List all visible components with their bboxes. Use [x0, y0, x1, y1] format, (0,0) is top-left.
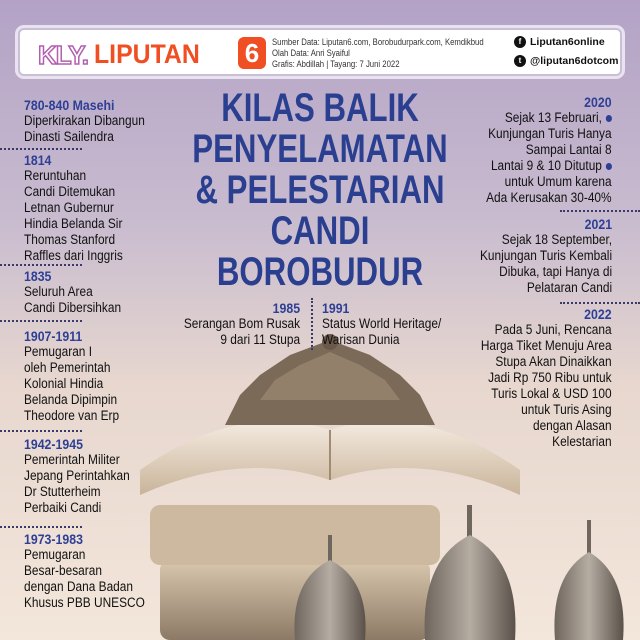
stupa-right: [554, 520, 623, 640]
timeline-entry-2021: [480, 216, 612, 296]
timeline-entry-2020: [487, 94, 612, 206]
entry-text: Candi Ditemukan: [24, 184, 116, 199]
entry-text: Pemugaran: [24, 547, 86, 562]
entry-text: Kolonial Hindia: [24, 376, 104, 391]
entry-text: Raffles dari Inggris: [24, 248, 123, 263]
entry-text: Dibuka, tapi Hanya di: [499, 264, 612, 279]
entry-text: Sejak 18 September,: [501, 232, 612, 247]
title-line: & PELESTARIAN: [195, 168, 445, 212]
entry-text: Dinasti Sailendra: [24, 129, 114, 144]
twitter-handle[interactable]: [514, 55, 618, 67]
entry-text: dengan Dana Badan: [24, 579, 134, 594]
bullet-icon: [606, 115, 612, 122]
entry-text: Pemugaran I: [24, 344, 93, 359]
bullet-icon: [606, 163, 612, 170]
entry-text: 9 dari 11 Stupa: [220, 332, 300, 347]
entry-text: Serangan Bom Rusak: [183, 316, 300, 331]
credits: [272, 37, 484, 70]
timeline-entry-1991: [322, 300, 441, 348]
entry-year: 1814: [24, 152, 52, 168]
facebook-icon: f: [514, 36, 526, 48]
entry-text: Perbaiki Candi: [24, 500, 102, 515]
credit-data: Olah Data: Anri Syaiful: [272, 48, 350, 58]
entry-text: Hindia Belanda Sir: [24, 216, 123, 231]
dotted-separator: [0, 430, 82, 432]
timeline-entry-1985: [184, 300, 300, 348]
entry-text: Lantai 9 & 10 Ditutup: [487, 158, 612, 174]
timeline-entry-2022: [481, 306, 612, 450]
liputan-6-logo: 6: [238, 37, 266, 69]
entry-text: Pemerintah Militer: [24, 452, 120, 467]
entry-year: 2020: [584, 94, 612, 110]
entry-text: Jepang Perintahkan: [24, 468, 130, 483]
entry-text: Kelestarian: [552, 434, 612, 449]
entry-text: dengan Alasan: [533, 418, 612, 433]
dotted-separator: [560, 210, 640, 212]
entry-text: oleh Pemerintah: [24, 360, 111, 375]
dotted-separator: [560, 302, 640, 304]
entry-text: Harga Tiket Menuju Area: [481, 338, 612, 353]
header-banner: [18, 28, 622, 76]
timeline-entry-1973-1983: [24, 531, 145, 611]
title-line: PENYELAMATAN: [192, 127, 448, 171]
entry-text: Letnan Gubernur: [24, 200, 114, 215]
liputan-logo: LIPUTAN: [94, 39, 200, 69]
entry-text: Ada Kerusakan 30-40%: [486, 190, 612, 205]
entry-year: 2021: [584, 216, 612, 232]
page-title: [187, 88, 452, 293]
credit-graphic: Grafis: Abdillah | Tayang: 7 Juni 2022: [272, 59, 400, 69]
entry-text: Jadi Rp 750 Ribu untuk: [488, 370, 612, 385]
entry-text: Sejak 13 Februari,: [487, 110, 612, 126]
dotted-separator: [0, 526, 82, 528]
entry-text: Belanda Dipimpin: [24, 392, 118, 407]
entry-text: Pelataran Candi: [526, 280, 612, 295]
kly-logo: KLY.: [38, 40, 88, 70]
facebook-handle[interactable]: [514, 36, 605, 48]
entry-year: 1985: [272, 300, 300, 316]
title-line: KILAS BALIK: [221, 86, 419, 130]
entry-text: Besar-besaran: [24, 563, 102, 578]
timeline-entry-1814: [24, 152, 123, 264]
entry-year: 1907-1911: [24, 328, 83, 344]
entry-year: 2022: [584, 306, 612, 322]
timeline-entry-1942-1945: [24, 436, 130, 516]
entry-text: Reruntuhan: [24, 168, 87, 183]
entry-text: Kunjungan Turis Kembali: [479, 248, 612, 263]
entry-year: 1942-1945: [24, 436, 83, 452]
twitter-label: @liputan6dotcom: [530, 55, 619, 67]
title-line: BOROBUDUR: [216, 250, 424, 294]
entry-year: 780-840 Masehi: [24, 97, 115, 113]
entry-text: untuk Turis Asing: [521, 402, 612, 417]
entry-year: 1835: [24, 268, 52, 284]
entry-text: Dr Stutterheim: [24, 484, 101, 499]
entry-text: Pada 5 Juni, Rencana: [495, 322, 612, 337]
twitter-icon: t: [514, 55, 526, 67]
entry-year: 1973-1983: [24, 531, 83, 547]
entry-text: Thomas Stanford: [24, 232, 116, 247]
entry-text: Candi Dibersihkan: [24, 300, 122, 315]
entry-text: Sampai Lantai 8: [526, 142, 612, 157]
entry-text: Seluruh Area: [24, 284, 93, 299]
entry-text: Theodore van Erp: [24, 408, 120, 423]
open-book: [140, 421, 520, 495]
center-divider: [311, 298, 313, 350]
entry-text: Turis Lokal & USD 100: [491, 386, 612, 401]
dotted-separator: [0, 320, 82, 322]
credit-source: Sumber Data: Liputan6.com, Borobudurpark.com, Kemdikbud: [272, 37, 484, 47]
entry-text: Stupa Akan Dinaikkan: [495, 354, 612, 369]
dotted-separator: [0, 148, 82, 150]
timeline-entry-1907-1911: [24, 328, 119, 424]
entry-text: Warisan Dunia: [322, 332, 400, 347]
timeline-entry-1835: [24, 268, 121, 316]
title-line: CANDI: [270, 209, 370, 253]
entry-text: Khusus PBB UNESCO: [24, 595, 145, 610]
entry-text: Status World Heritage/: [322, 316, 442, 331]
entry-text: untuk Umum karena: [505, 174, 612, 189]
entry-text: Diperkirakan Dibangun: [24, 113, 145, 128]
entry-year: 1991: [322, 300, 350, 316]
timeline-entry-780-840: [24, 97, 145, 145]
dotted-separator: [0, 264, 82, 266]
facebook-label: Liputan6online: [530, 36, 605, 48]
entry-text: Kunjungan Turis Hanya: [488, 126, 612, 141]
